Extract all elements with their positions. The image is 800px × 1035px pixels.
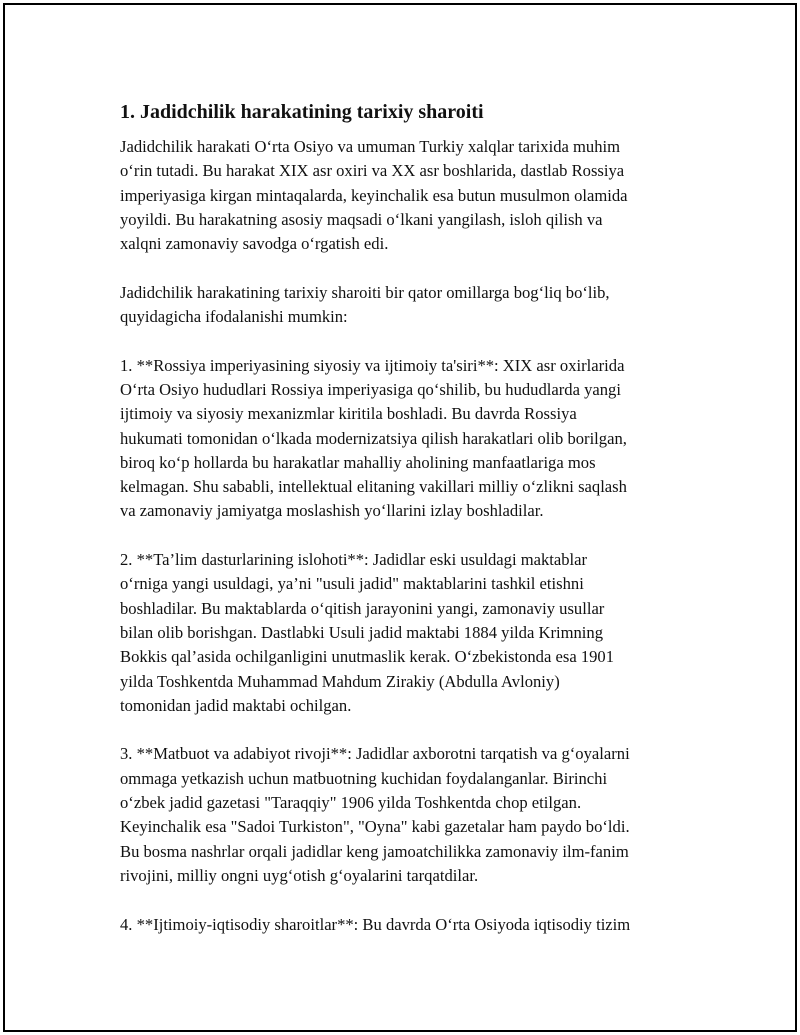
page-frame <box>3 3 797 1032</box>
text-line: ijtimoiy va siyosiy mexanizmlar kiritila boshladi. Bu davrda Rossiya <box>120 404 577 424</box>
text-line: 1. **Rossiya imperiyasining siyosiy va ijtimoiy ta'siri**: XIX asr oxirlarida <box>120 355 625 375</box>
text-line: o‘zbek jadid gazetasi "Taraqqiy" 1906 yilda Toshkentda chop etilgan. <box>120 793 582 813</box>
paragraph-point-1 <box>120 354 695 524</box>
text-line: xalqni zamonaviy savodga o‘rgatish edi. <box>120 234 389 254</box>
text-line: yilda Toshkentda Muhammad Mahdum Zirakiy (Abdulla Avloniy) <box>120 671 560 691</box>
text-line: bilan olib borishgan. Dastlabki Usuli jadid maktabi 1884 yilda Krimning <box>120 622 604 642</box>
section-heading: 1. Jadidchilik harakatining tarixiy sharoiti <box>120 101 484 123</box>
text-line: va zamonaviy jamiyatga moslashish yo‘llarini izlay boshladilar. <box>120 501 544 521</box>
paragraph-conditions <box>120 281 695 330</box>
text-line: Keyinchalik esa "Sadoi Turkiston", "Oyna" kabi gazetalar ham paydo bo‘ldi. <box>120 817 630 837</box>
paragraph-intro <box>120 135 695 256</box>
text-line: yoyildi. Bu harakatning asosiy maqsadi o‘lkani yangilash, isloh qilish va <box>120 209 603 229</box>
paragraph-point-2 <box>120 548 695 718</box>
text-line: o‘rin tutadi. Bu harakat XIX asr oxiri va XX asr boshlarida, dastlab Rossiya <box>120 161 625 181</box>
text-line: boshladilar. Bu maktablarda o‘qitish jarayonini yangi, zamonaviy usullar <box>120 598 605 618</box>
document-body <box>120 100 695 961</box>
text-line: Jadidchilik harakati O‘rta Osiyo va umuman Turkiy xalqlar tarixida muhim <box>120 137 621 156</box>
text-line: rivojini, milliy ongni uyg‘otish g‘oyalarini tarqatdilar. <box>120 865 479 885</box>
text-line: ommaga yetkazish uchun matbuotning kuchidan foydalanganlar. Birinchi <box>120 768 608 788</box>
text-line: kelmagan. Shu sababli, intellektual elitaning vakillari milliy o‘zlikni saqlash <box>120 477 627 497</box>
text-line: 3. **Matbuot va adabiyot rivoji**: Jadidlar axborotni tarqatish va g‘oyalarni <box>120 744 630 764</box>
text-line: Bokkis qal’asida ochilganligini unutmaslik kerak. O‘zbekistonda esa 1901 <box>120 647 615 667</box>
text-line: 2. **Ta’lim dasturlarining islohoti**: Jadidlar eski usuldagi maktablar <box>120 550 588 570</box>
text-line: o‘rniga yangi usuldagi, ya’ni "usuli jadid" maktablarini tashkil etishni <box>120 574 584 594</box>
text-line: tomonidan jadid maktabi ochilgan. <box>120 695 352 715</box>
text-line: quyidagicha ifodalanishi mumkin: <box>120 307 348 327</box>
text-line: imperiyasiga kirgan mintaqalarda, keyinchalik esa butun musulmon olamida <box>120 185 628 205</box>
paragraph-point-4 <box>120 913 695 937</box>
text-line: Bu bosma nashrlar orqali jadidlar keng jamoatchilikka zamonaviy ilm-fanim <box>120 841 629 861</box>
text-line: hukumati tomonidan o‘lkada modernizatsiya qilish harakatlari olib borilgan, <box>120 428 627 448</box>
text-line: Jadidchilik harakatining tarixiy sharoiti bir qator omillarga bog‘liq bo‘lib, <box>120 282 610 302</box>
text-line: O‘rta Osiyo hududlari Rossiya imperiyasiga qo‘shilib, bu hududlarda yangi <box>120 379 621 399</box>
paragraph-point-3 <box>120 742 695 888</box>
text-line: biroq ko‘p hollarda bu harakatlar mahalliy aholining manfaatlariga mos <box>120 452 596 472</box>
text-line: 4. **Ijtimoiy-iqtisodiy sharoitlar**: Bu davrda O‘rta Osiyoda iqtisodiy tizim <box>120 914 631 934</box>
